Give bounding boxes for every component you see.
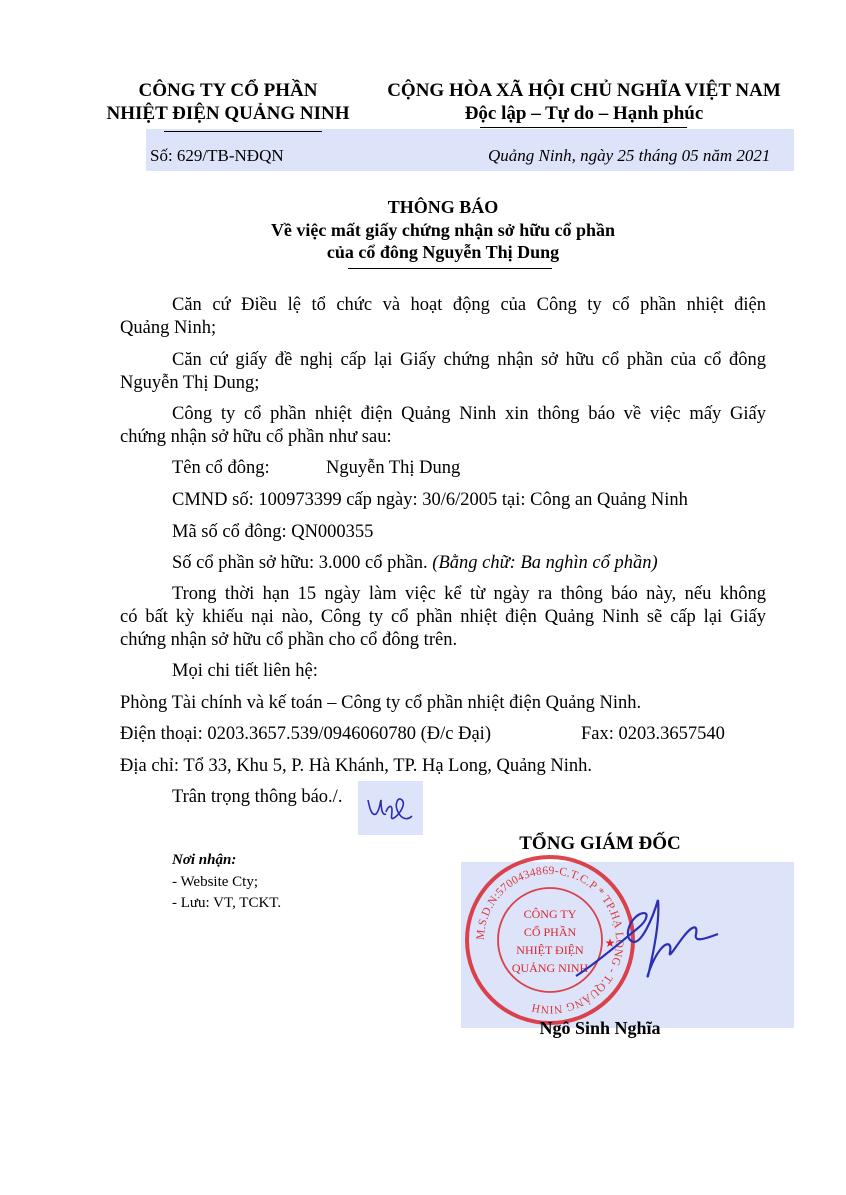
para1-line2: Quảng Ninh; — [120, 318, 217, 338]
seal-ring-text: M.S.D.N:5700434869-C.T.C.P * TP.HẠ LONG - T.QUẢNG NINH — [474, 864, 626, 1016]
closing-line: Trân trọng thông báo./. — [172, 787, 343, 807]
para3-line2: chứng nhận sở hữu cổ phần như sau: — [120, 427, 392, 447]
id-card-line: CMND số: 100973399 cấp ngày: 30/6/2005 tại: Công an Quảng Ninh — [172, 490, 688, 510]
para2-line2: Nguyễn Thị Dung; — [120, 373, 260, 393]
shareholder-name-label: Tên cổ đông: — [172, 458, 270, 478]
para4-line1: Trong thời hạn 15 ngày làm việc kể từ ngày ra thông báo này, nếu không — [172, 584, 766, 604]
para2-line1: Căn cứ giấy đề nghị cấp lại Giấy chứng nhận sở hữu cổ phần của cổ đông — [172, 350, 766, 370]
seal-line-1: CÔNG TY — [523, 907, 577, 921]
company-underline — [164, 131, 322, 132]
initials-signature — [362, 790, 418, 830]
notice-title: THÔNG BÁO — [387, 197, 499, 217]
seal-star-icon: ★ — [604, 936, 616, 950]
para1-line1: Căn cứ Điều lệ tổ chức và hoạt động của Công ty cổ phần nhiệt điện — [172, 295, 766, 315]
recipient-item-archive: - Lưu: VT, TCKT. — [172, 895, 282, 911]
country-name: CỘNG HÒA XÃ HỘI CHỦ NGHĨA VIỆT NAM — [387, 80, 781, 101]
para4-line3: chứng nhận sở hữu cổ phần cho cổ đông trên. — [120, 630, 458, 650]
contact-department: Phòng Tài chính và kế toán – Công ty cổ phần nhiệt điện Quảng Ninh. — [120, 693, 642, 713]
signer-title: TỔNG GIÁM ĐỐC — [519, 833, 681, 854]
recipients-heading: Nơi nhận: — [172, 852, 237, 868]
contact-address: Địa chỉ: Tổ 33, Khu 5, P. Hà Khánh, TP. Hạ Long, Quảng Ninh. — [120, 756, 593, 776]
company-name-line1: CÔNG TY CỔ PHẦN — [138, 80, 318, 101]
recipient-item-website: - Website Cty; — [172, 874, 259, 890]
company-name-line2: NHIỆT ĐIỆN QUẢNG NINH — [106, 103, 350, 124]
notice-subject-line2: của cổ đông Nguyễn Thị Dung — [326, 242, 560, 262]
shares-owned-line — [172, 553, 658, 574]
seal-line-4: QUẢNG NINH — [511, 961, 589, 975]
seal-line-3: NHIỆT ĐIỆN — [516, 943, 584, 957]
director-signature — [568, 880, 728, 1000]
contact-intro: Mọi chi tiết liên hệ: — [172, 661, 318, 681]
contact-fax: Fax: 0203.3657540 — [581, 724, 725, 744]
notice-subject-line1: Về việc mất giấy chứng nhận sở hữu cổ phần — [270, 220, 616, 240]
motto: Độc lập – Tự do – Hạnh phúc — [464, 103, 704, 124]
shareholder-code-line: Mã số cổ đông: QN000355 — [172, 522, 374, 542]
place-date: Quảng Ninh, ngày 25 tháng 05 năm 2021 — [488, 146, 771, 165]
shares-owned-words: (Bằng chữ: Ba nghìn cổ phần) — [432, 553, 658, 573]
title-underline — [348, 268, 552, 269]
shareholder-name-value: Nguyễn Thị Dung — [326, 458, 461, 478]
para4-line2: có bất kỳ khiếu nại nào, Công ty cổ phần nhiệt điện Quảng Ninh sẽ cấp lại Giấy — [120, 607, 766, 627]
para3-line1: Công ty cổ phần nhiệt điện Quảng Ninh xin thông báo về việc mấy Giấy — [172, 404, 766, 424]
seal-line-2: CỔ PHẦN — [523, 925, 577, 939]
document-number: Số: 629/TB-NĐQN — [150, 146, 284, 165]
shares-owned-value: Số cổ phần sở hữu: 3.000 cổ phần. — [172, 553, 428, 573]
contact-phone: Điện thoại: 0203.3657.539/0946060780 (Đ/c Đại) — [120, 724, 491, 744]
signer-name: Ngô Sinh Nghĩa — [539, 1018, 661, 1038]
motto-underline — [480, 127, 687, 128]
